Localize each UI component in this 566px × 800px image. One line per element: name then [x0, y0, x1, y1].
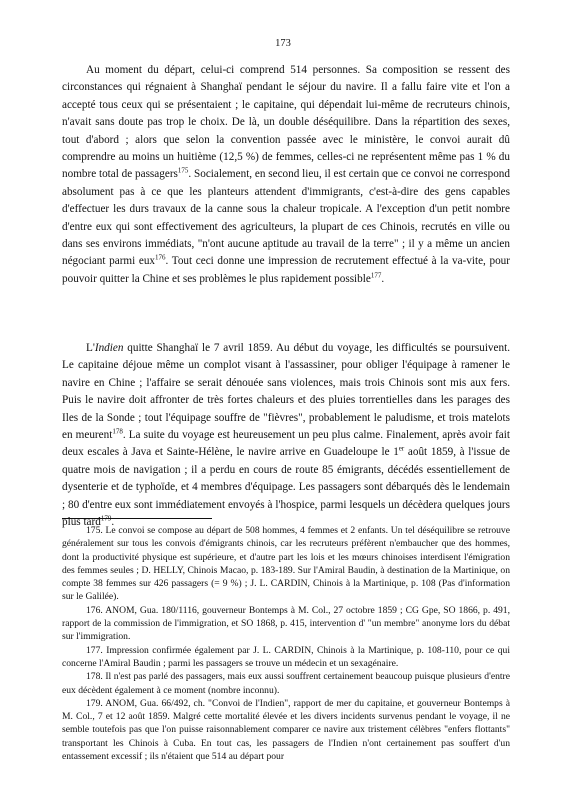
footnote-178: 178. Il n'est pas parlé des passagers, mais eux aussi souffrent certainement beaucoup puisque plusieurs d'entre eux décèdent également à ce moment (nombre inconnu). — [62, 671, 510, 696]
paragraph-2 — [62, 340, 510, 531]
paragraph-1-text-4: . — [381, 272, 385, 285]
paragraph-1 — [62, 62, 510, 288]
paragraph-2-text-4: . — [111, 516, 115, 529]
footnote-177: 177. Impression confirmée également par J. L. CARDIN, Chinois à la Martinique, p. 108-110, pour ce qui concerne l'Amiral Baudin ; parmi les passagers se trouve un médecin et un sexagénaire. — [62, 644, 510, 669]
paragraph-2-text-2: . La suite du voyage est heureusement un peu plus calme. Finalement, après avoir fait deux escales à Java et Sainte-Hélène, le navire arrive en Guadeloupe le 1 — [62, 429, 510, 459]
paragraph-1-text: Au moment du départ, celui-ci comprend 514 personnes. Sa composition se ressent des circonstances qui régnaient à Shanghaï pendant le séjour du navire. Il a fallu faire vite et l'on a accepté tous ceux qui se présentaient ; le capitaine, qui dépendait lui-même de recruteurs chinois, n'avait sans doute pas trop le choix. De là, un double déséquilibre. Dans la répartition des sexes, tout d'abord ; alors que selon la convention passée avec le ministère, le convoi aurait dû comprendre au moins un huitième (12,5 %) de femmes, celles-ci ne représentent même pas 1 % du nombre total de passagers — [62, 64, 510, 181]
paragraph-1-text-2: . Socialement, en second lieu, il est certain que ce convoi ne correspond absolument pas à ce que les planteurs attendent d'immigrants, c'est-à-dire des gens capables d'effectuer les durs travaux de la canne sous la chaleur tropicale. A l'exception d'un petit nombre d'entre eux qui sont effectivement des agriculteurs, la plupart de ces Chinois, recrutés en ville ou dans ses environs immédiats, "n'ont aucune aptitude au travail de la terre" ; il y a même un ancien négociant parmi eux — [62, 168, 510, 268]
footnote-175: 175. Le convoi se compose au départ de 508 hommes, 4 femmes et 2 enfants. Un tel déséquilibre se retrouve généralement sur tous les convois d'émigrants chinois, car les recruteurs préfèrent n'embaucher que des hommes, dont la productivité physique est supérieure, et d'autre part les lois et les mœurs chinoises interdisent l'émigration des femmes seules ; D. HELLY, Chinois Macao, p. 183-189. Sur l'Amiral Baudin, à destination de la Martinique, on compte 38 femmes sur 426 passagers (= 9 %) ; J. L. CARDIN, Chinois à la Martinique, p. 108 (Pas d'information sur le Galilée). — [62, 525, 510, 603]
footnote-ref-175[interactable]: 175 — [177, 166, 189, 175]
paragraph-1-text-3: . Tout ceci donne une impression de recrutement effectué à la va-vite, pour pouvoir quitter la Chine et ses problèmes le plus rapidement possible — [62, 255, 510, 285]
paragraph-2-text: quitte Shanghaï le 7 avril 1859. Au début du voyage, les difficultés se poursuivent. Le capitaine déjoue même un complot visant à l'assassiner, pour obliger l'équipage à ramener le navire en Chine ; l'affaire se serait dénouée sans violences, mais trois Chinois sont mis aux fers. Puis le navire doit affronter de très fortes chaleurs et des pluies torrentielles dans les parages des Iles de la Sonde ; tout l'équipage souffre de "fièvres", probablement le paludisme, et trois matelots en meurent — [62, 342, 510, 442]
page-number: 173 — [275, 38, 291, 49]
footnote-ref-179[interactable]: 179 — [100, 514, 112, 523]
ship-name: Indien — [94, 342, 124, 354]
footnote-separator — [62, 518, 212, 519]
paragraph-2-article: L' — [86, 342, 95, 354]
footnote-176: 176. ANOM, Gua. 180/1116, gouverneur Bontemps à M. Col., 27 octobre 1859 ; CG Gpe, SO 1866, p. 491, rapport de la commission de l'immigration, et SO 1868, p. 415, intervention d' "un membre" anonyme lors du débat sur l'immigration. — [62, 604, 510, 643]
footnotes — [62, 524, 510, 763]
paragraph-2-text-3: août 1859, à l'issue de quatre mois de navigation ; il a perdu en cours de route 85 émigrants, décédés essentiellement de dysenterie et de typhoïde, et 4 membres d'équipage. Les passagers sont débarqués dès le lendemain ; 80 d'entre eux sont immédiatement envoyés à l'hospice, parmi lesquels un décèdera quelques jours plus tard — [62, 446, 510, 529]
footnote-ref-178[interactable]: 178 — [112, 427, 123, 436]
footnote-ref-176[interactable]: 176 — [155, 253, 166, 262]
ordinal-suffix: er — [398, 444, 405, 453]
footnote-ref-177[interactable]: 177 — [370, 271, 382, 280]
footnote-179: 179. ANOM, Gua. 66/492, ch. "Convoi de l'Indien", rapport de mer du capitaine, et gouverneur Bontemps à M. Col., 7 et 12 août 1859. Malgré cette mortalité élevée et les divers incidents survenus pendant le voyage, il ne semble toutefois pas que l'on puisse raisonnablement comparer ce navire aux tristement célèbres "enfers flottants" transportant les Chinois à Cuba. En tout cas, les passagers de l'Indien n'ont certainement pas souffert d'un entassement excessif ; ils n'étaient que 514 au départ pour — [62, 697, 510, 763]
